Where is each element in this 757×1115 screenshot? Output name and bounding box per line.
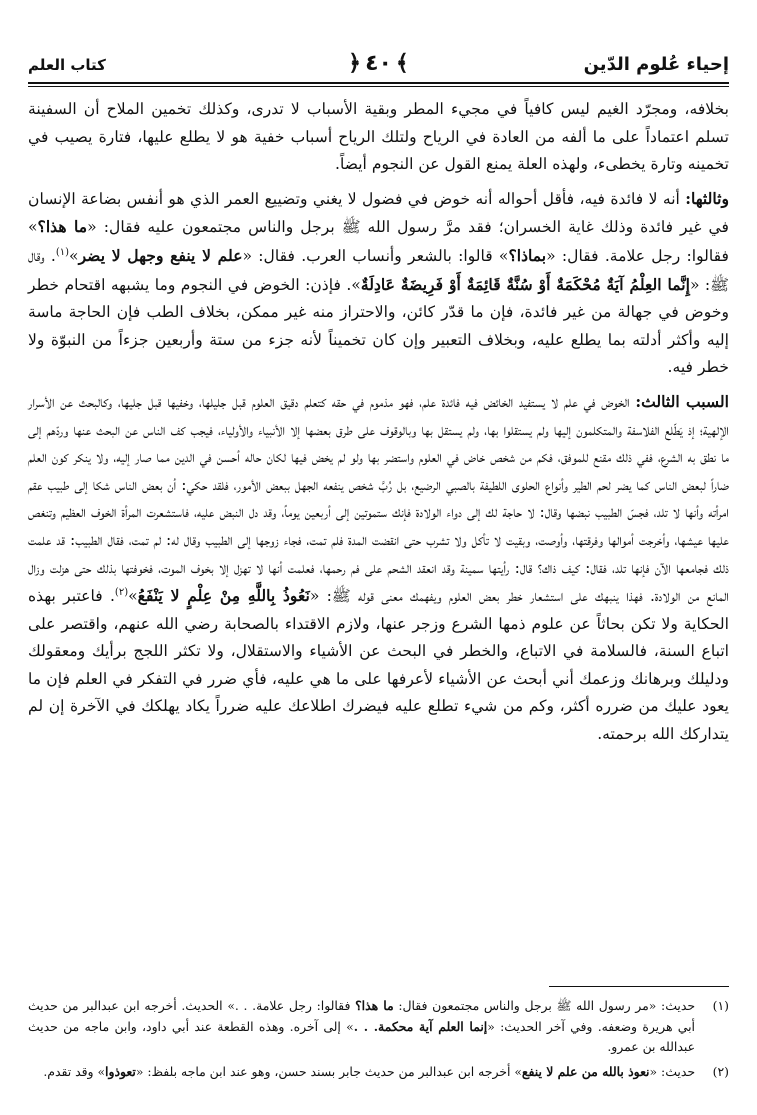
hadith-quote: نَعُوذُ بِاللَّهِ مِنْ عِلْمٍ لا يَنْفَعُ [137,586,310,606]
chapter-title: كتاب العلم [28,56,106,74]
footnote-number: (١) [712,998,729,1013]
page-number: ٤٠ [365,50,392,76]
paragraph-text: . وقال ﷺ: « [28,246,729,294]
footnote-2 [28,1062,729,1083]
footnote-quote: تعوذوا [105,1063,136,1079]
footnote-text [28,1062,695,1083]
paragraph-text: » فقالوا: رجل علامة. فقال: « [28,218,729,265]
paragraph-text: » قالوا: بالشعر وأنساب العرب. فقال: « [242,246,509,265]
paragraph-text: أنه لا فائدة فيه، فأقل أحواله أنه خوض في فضول لا يغني وتضييع العمر الذي هو أنفس بضاعة الإنسان في غير فائدة وذلك غاية الخسران؛ فقد مرَّ رسول الله ﷺ برجل والناس مجتمعون عليه فقال: « [28,189,729,237]
paragraph-1 [28,96,729,179]
book-title: إحياء عُلوم الدّين [583,54,729,75]
paragraph-text: » [69,246,79,265]
footnote-1 [28,996,729,1058]
footnote-quote: نعوذ بالله من علم لا ينفع [521,1063,650,1079]
footnote-separator [549,986,729,987]
footnote-text-part: » إلى آخره. وهذه القطعة عند أبي داود، وابن ماجه من حديث عبدالله بن عمرو. [28,1018,695,1054]
footnote-quote: إنما العلم آية محكمة. . . [353,1018,488,1034]
footnote-text-part: حديث: «مر رسول الله ﷺ برجل والناس مجتمعون فقال: [393,998,695,1013]
section-lead: السبب الثالث: [635,391,729,411]
footnote-number: (٢) [712,1063,729,1079]
hadith-quote: ما هذا؟ [37,217,88,237]
footnote-marker[interactable]: (١) [55,246,70,258]
paragraph-text: . فاعتبر بهذه الحكاية ولا تكن بحاثاً عن علوم ذمها الشرع وزجر عنها، ولازم الاقتداء بالصحابة رضي الله عنهم، واقتصر على اتباع السنة، فالسلامة في الاتباع، والخطر في البحث عن الأشياء والاستقلال، ولا تكثر اللجج برأيك ومعقولك ودليلك وبرهانك وزعمك أني أبحث عن الأشياء لأعرفها على ما هي عليه، فأي ضرر في التفكر في العلم فإن ما يعود عليك من ضرره أكثر، وكم من شيء تطلع عليه فيضرك اطلاعك عليه ضرراً يكاد يهلكك في الآخرة إن لم يتداركك الله برحمته. [28,587,729,744]
header-rule [28,82,729,84]
footnote-text [28,996,695,1058]
page-header [28,50,729,82]
footnote-marker[interactable]: (٢) [114,586,129,598]
paragraph-text: ». فإذن: الخوض في النجوم وما يشبهه اقتحام خطر وخوض في جهالة من غير فائدة، فإن ما قدّر كائن، والاحتراز منه غير ممكن، بخلاف الطب فإن الحاجة ماسة إليه وأكثر أدلته بما يطلع عليه، وبخلاف التعبير وإن كان تخميناً لأنه جزء من ستة وأربعين جزءاً من النبوّة ولا خطر فيه. [28,275,729,377]
paragraph-3 [28,388,729,749]
footnote-text-part: » أخرجه ابن عبدالبر من حديث جابر بسند حسن، وهو عند ابن ماجه بلفظ: « [135,1063,522,1079]
paragraph-2 [28,185,729,382]
hadith-quote: علم لا ينفع وجهل لا يضر [78,245,243,265]
hadith-quote: بماذا؟ [508,245,547,265]
footnote-text-part: فقالوا: رجل علامة. . .» الحديث. أخرجه ابن عبدالبر من حديث أبي هريرة وضعفه. وفي آخر الحديث: « [28,998,695,1034]
header-rule-thin [28,86,729,87]
paragraph-text: بخلافه، ومجرّد الغيم ليس كافياً في مجيء المطر وبقية الأسباب لا تدرى، وكذلك تخمين الملاح أن السفينة تسلم اعتماداً على ما ألفه من العادة في الرياح ولتلك الرياح أسباب خفية هو لا يطلع عليها، فتارة يصيب في تخمينه وتارة يخطىء، ولهذه العلة يمنع القول عن النجوم أيضاً. [28,100,729,174]
paragraph-text: » [128,587,138,606]
page-number-ornament [348,50,409,76]
section-lead: وثالثها: [685,188,729,208]
hadith-quote: إِنَّما العِلْمُ آيَةٌ مُحْكَمَةٌ أَوْ سُنَّةٌ قَائِمَةٌ أَوْ فَرِيضَةٌ عَادِلَةٌ [360,274,690,294]
paragraph-text: الخوض في علم لا يستفيد الخائض فيه فائدة علم، فهو مذموم في حقه كتعلم دقيق العلوم قبل جليلها، وخفيها قبل جليها، وكالبحث عن الأسرار الإلهية؛ إذ يَطّلع الفلاسفة والمتكلمون إليها ولم يستقلوا بها، ولم يستقل بها وبالوقوف على طرق بعضها إلا الأنبياء والأولياء، فيجب كف الناس عن البحث عنها وردّهم إلى ما نطق به الشرع، ففي ذلك مقنع للموفق، فكم من شخص خاض في العلوم واستضر بها ولو لم يخض فيها لكان حاله أحسن في الدين مما صار إليه، ولا ينكر كون العلم ضاراً لبعض الناس كما يضر لحم الطير وأنواع الحلوى اللطيفة بالصبي الرضيع، بل رُبَّ شخص ينفعه الجهل ببعض الأمور، فلقد حكي: أن بعض الناس شكا إلى طبيب عقم امرأته وأنها لا تلد، فجسّ الطبيب نبضها وقال: لا حاجة لك إلى دواء الولادة فإنك ستموتين إلى أربعين يوماً، وقد دل النبض عليه، فاستشعرت المرأة الخوف العظيم وتنغص عليها عيشها، وأخرجت أموالها وفرقتها، وأوصت، وبقيت لا تأكل ولا تشرب حتى انقضت المدة فلم تمت، فجاء زوجها إلى الطبيب وقال له: لم تمت، فقال الطبيب: قد علمت ذلك فجامعها الآن فإنها تلد، فقال: كيف ذاك؟ قال: رأيتها سمينة وقد انعقد الشحم على فم رحمها، فعلمت أنها لا تهزل إلا بخوف الموت، فخوفتها بذلك حتى هزلت وزال المانع من الولادة. فهذا ينبهك على استشعار خطر بعض العلوم ويفهمك معنى قوله ﷺ: « [28,392,730,606]
ornament-bracket-right: ﴾ [395,50,409,76]
footnotes [28,996,729,1086]
ornament-bracket-left: ﴿ [348,50,362,76]
footnote-text-part: » وقد تقدم. [43,1063,106,1079]
main-text [28,96,729,755]
footnote-quote: ما هذا؟ [355,998,394,1013]
footnote-text-part: حديث: « [649,1063,695,1079]
